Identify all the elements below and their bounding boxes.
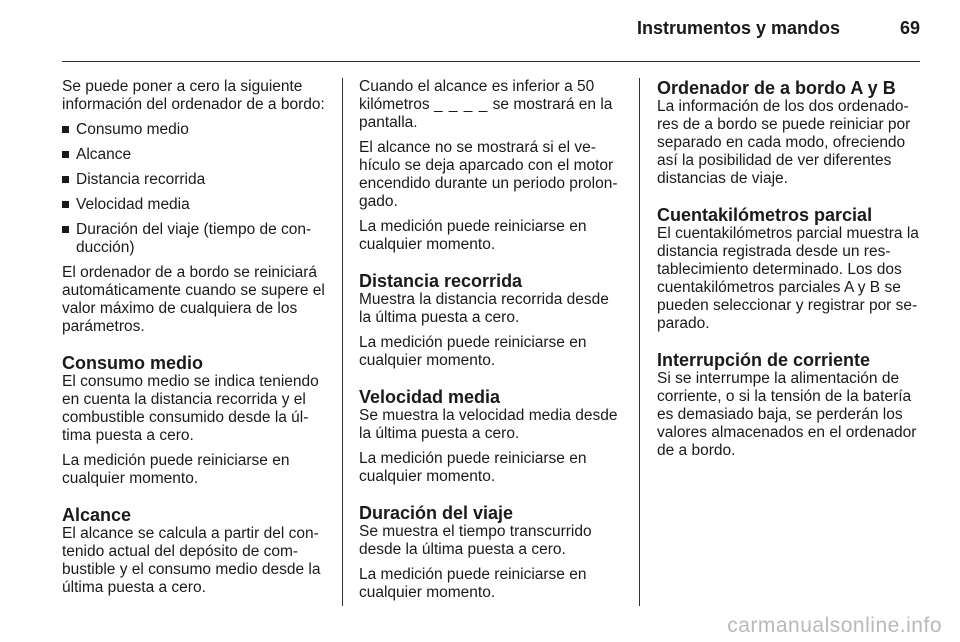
list-item: Duración del viaje (tiempo de con- ducción)	[62, 221, 327, 257]
watermark: carmanualsonline.info	[727, 614, 942, 637]
intro-paragraph: Se puede poner a cero la siguiente información del ordenador de a bordo:	[62, 78, 325, 113]
heading-ordenador-a-b: Ordenador de a bordo A y B	[657, 78, 896, 98]
heading-cuentakilometros-parcial: Cuentakilómetros parcial	[657, 205, 873, 225]
alcance-noshow-paragraph: El alcance no se mostrará si el ve- hículo se deja aparcado con el motor encendido durante un periodo prolon- gado.	[359, 139, 618, 210]
alcance-inferior-text-a: Cuando el alcance es inferior a 50 kilómetros	[359, 78, 595, 113]
list-item: Distancia recorrida	[62, 171, 327, 189]
heading-distancia-recorrida: Distancia recorrida	[359, 271, 523, 291]
alcance-paragraph: El alcance se calcula a partir del con- tenido actual del depósito de com- bustible y el consumo medio desde la última puesta a cero.	[62, 525, 321, 596]
page-number: 69	[899, 18, 920, 38]
duracion-reset-paragraph: La medición puede reiniciarse en cualquier momento.	[359, 566, 587, 601]
ordenador-paragraph: La información de los dos ordenado- res de a bordo se puede reiniciar por separado en cada modo, ofreciendo así la posibilidad de ver diferentes distancias de viaje.	[657, 98, 911, 187]
velocidad-reset-paragraph: La medición puede reiniciarse en cualquier momento.	[359, 450, 587, 485]
list-item: Alcance	[62, 146, 327, 164]
list-item: Velocidad media	[62, 196, 327, 214]
heading-duracion-viaje: Duración del viaje	[359, 503, 514, 523]
heading-consumo-medio: Consumo medio	[62, 353, 204, 373]
alcance-inferior-text-b: se mostrará en la pantalla.	[359, 96, 613, 131]
distancia-reset-paragraph: La medición puede reiniciarse en cualquier momento.	[359, 334, 587, 369]
velocidad-paragraph: Se muestra la velocidad media desde la última puesta a cero.	[359, 407, 618, 442]
cuentakilometros-paragraph: El cuentakilómetros parcial muestra la distancia registrada desde un res- tablecimiento determinado. Los dos cuentakilómetros parciales A y B se pueden seleccionar y registrar por se- parado.	[657, 225, 919, 332]
heading-interrupcion-corriente: Interrupción de corriente	[657, 350, 871, 370]
distancia-paragraph: Muestra la distancia recorrida desde la última puesta a cero.	[359, 291, 609, 326]
interrupcion-paragraph: Si se interrumpe la alimentación de corriente, o si la tensión de la batería es demasiado baja, se perderán los valores almacenados en el ordenador de a bordo.	[657, 370, 917, 459]
dash-display-symbol: _ _ _ _	[433, 96, 489, 113]
alcance-inferior-paragraph	[359, 78, 624, 132]
page-header-title: Instrumentos y mandos	[636, 18, 840, 38]
consumo-paragraph: El consumo medio se indica teniendo en cuenta la distancia recorrida y el combustible consumido desde la úl- tima puesta a cero.	[62, 373, 319, 444]
consumo-reset-paragraph: La medición puede reiniciarse en cualquier momento.	[62, 452, 290, 487]
duracion-paragraph: Se muestra el tiempo transcurrido desde la última puesta a cero.	[359, 523, 592, 558]
list-item: Consumo medio	[62, 121, 327, 139]
column-1	[62, 78, 327, 604]
header-divider	[62, 61, 920, 62]
column-2	[359, 78, 624, 609]
auto-reset-paragraph: El ordenador de a bordo se reiniciará automáticamente cuando se supere el valor máximo de cualquiera de los parámetros.	[62, 264, 325, 335]
heading-alcance: Alcance	[62, 505, 132, 525]
column-divider-2	[639, 78, 640, 606]
column-3	[657, 78, 922, 467]
reset-items-list	[62, 121, 327, 257]
heading-velocidad-media: Velocidad media	[359, 387, 501, 407]
column-divider-1	[342, 78, 343, 606]
alcance-reset-paragraph: La medición puede reiniciarse en cualquier momento.	[359, 218, 587, 253]
